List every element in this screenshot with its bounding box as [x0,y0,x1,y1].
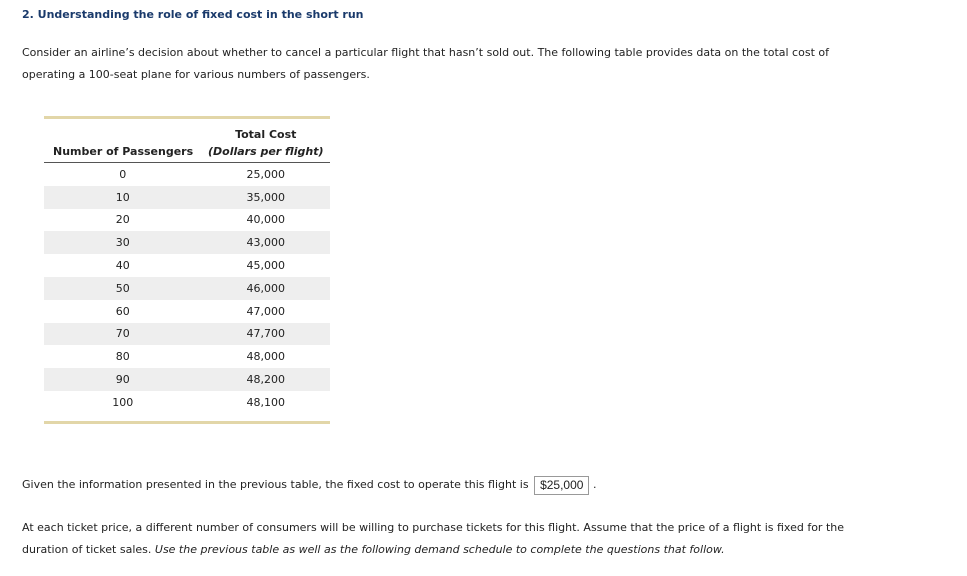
table-row [44,254,330,277]
outro-line-1: At each ticket price, a different number of consumers will be willing to purchase tickets for this flight. Assume that the price of a flight is fixed for the [22,521,845,534]
cost-cell: 40,000 [246,213,285,227]
table-bottom-space [44,414,330,421]
cost-cell: 25,000 [246,167,285,181]
question-end-period: . [592,478,597,491]
table-row [44,186,330,209]
passengers-cell: 50 [44,277,201,300]
outro-line-2-italic: Use the previous table as well as the following demand schedule to complete the questions that follow. [154,543,725,556]
passengers-cell: 10 [44,186,201,209]
cost-cell: 47,000 [246,304,285,318]
passengers-cell: 80 [115,350,130,364]
table-row [44,300,330,323]
section-title: 2. Understanding the role of fixed cost in the short run [22,8,364,21]
header-top-col1 [44,119,201,141]
table-bottom-rule [44,421,330,424]
cost-cell: 43,000 [201,231,330,254]
table-body [44,163,330,414]
intro-line-2: operating a 100-seat plane for various numbers of passengers. [22,68,370,81]
passengers-cell: 70 [44,323,201,346]
header-dollars-per-flight: (Dollars per flight) [207,145,324,158]
table-row [44,391,330,414]
table-row [44,345,330,368]
passengers-cell: 100 [112,395,134,409]
cost-cell: 46,000 [201,277,330,300]
passengers-cell: 20 [115,213,130,227]
header-total-cost: Total Cost [235,128,297,141]
table-row [44,231,330,254]
header-number-of-passengers: Number of Passengers [53,145,194,158]
table-row [44,163,330,186]
passengers-cell: 0 [119,167,127,181]
fixed-cost-question [22,474,596,496]
cost-table [44,116,330,424]
cost-cell: 45,000 [246,259,285,273]
passengers-cell: 30 [44,231,201,254]
table-row [44,368,330,391]
cost-cell: 48,100 [246,395,285,409]
intro-paragraph [22,42,829,86]
fixed-cost-question-text: Given the information presented in the previous table, the fixed cost to operate this flight is [22,478,529,491]
cost-cell: 48,000 [246,350,285,364]
table-row [44,323,330,346]
outro-line-2-plain: duration of ticket sales. [22,543,155,556]
outro-line-2 [22,539,844,561]
passengers-cell: 90 [44,368,201,391]
table-row [44,209,330,232]
outro-paragraph [22,517,844,561]
fixed-cost-answer-field[interactable]: $25,000 [534,476,589,495]
cost-cell: 47,700 [201,323,330,346]
passengers-cell: 60 [115,304,130,318]
passengers-cell: 40 [115,259,130,273]
table-row [44,277,330,300]
cost-cell: 35,000 [201,186,330,209]
intro-line-1: Consider an airline’s decision about whether to cancel a particular flight that hasn’t sold out. The following table provides data on the total cost of [22,46,829,59]
cost-cell: 48,200 [201,368,330,391]
